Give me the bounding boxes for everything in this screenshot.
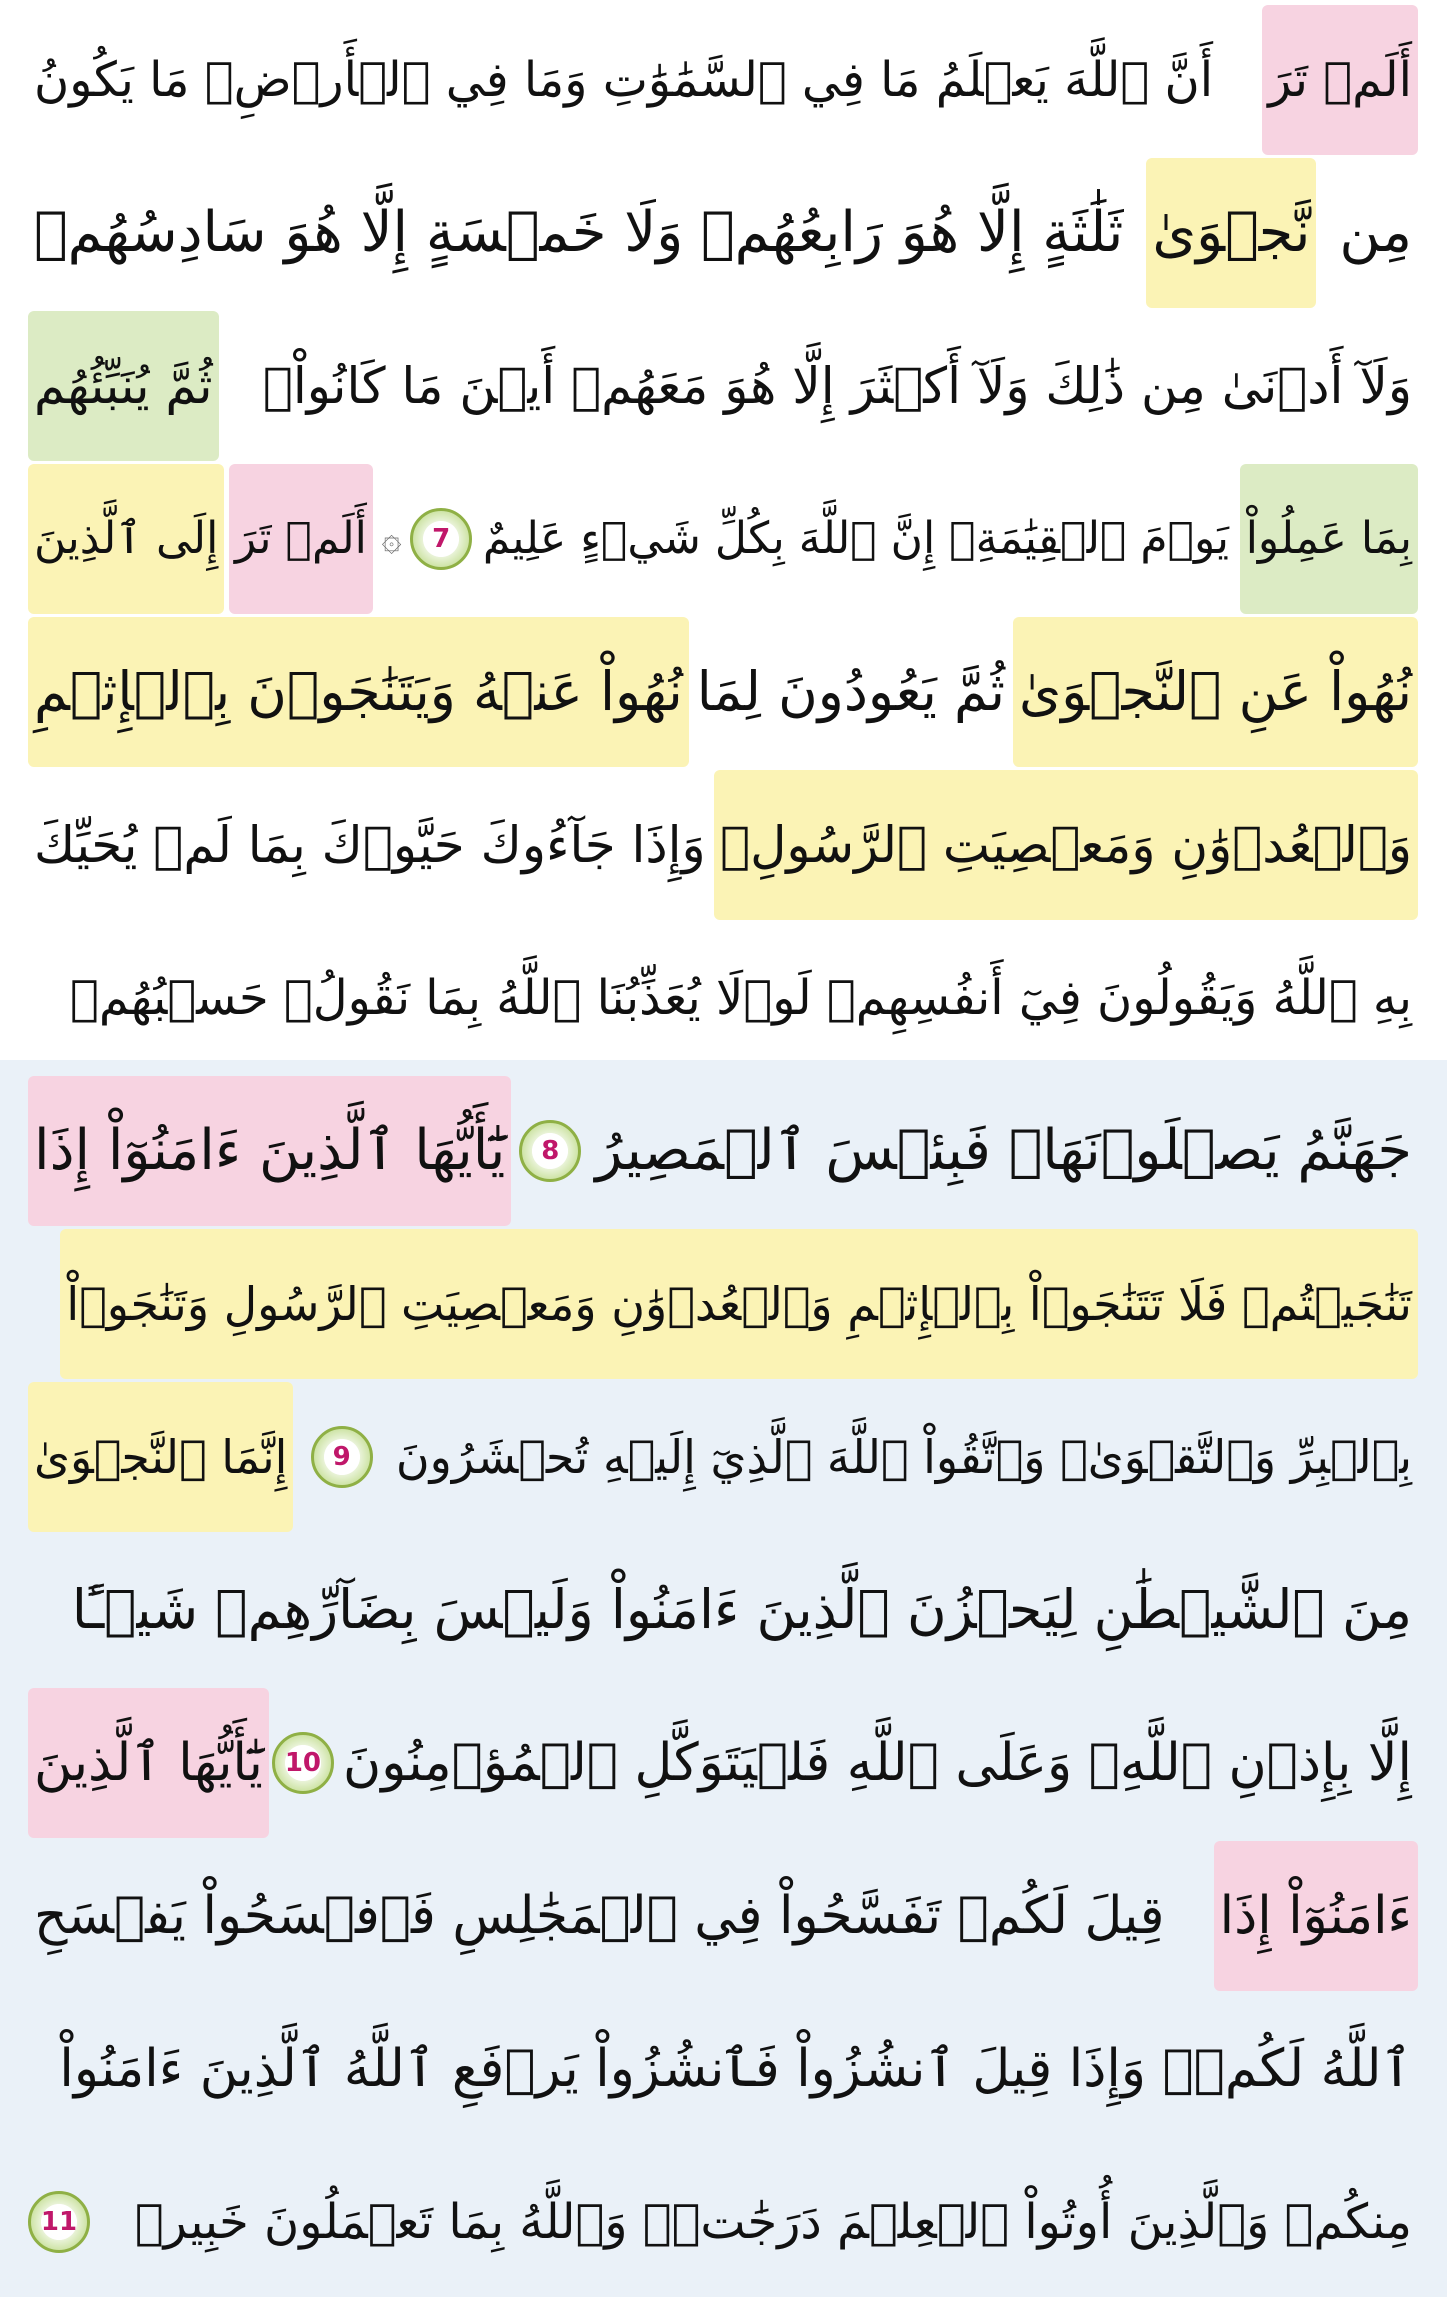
text-line (28, 1377, 1418, 1537)
highlighted-phrase: ءَامَنُوٓاْ إِذَا (1214, 1841, 1418, 1991)
text-line-inner (28, 1530, 1418, 1690)
highlighted-phrase: نَّجۡوَىٰ (1146, 158, 1316, 308)
highlighted-phrase: إِلَى ٱلَّذِينَ (28, 464, 224, 614)
highlighted-phrase: نُهُواْ عَنِ ٱلنَّجۡوَىٰ (1013, 617, 1418, 767)
text-line-inner (28, 1224, 1418, 1384)
text-line (28, 1836, 1418, 1996)
text-line (28, 1530, 1418, 1690)
text-line-inner (28, 765, 1418, 925)
highlighted-phrase: أَلَمۡ تَرَ (229, 464, 373, 614)
verse-number: 10 (272, 1732, 334, 1794)
text-line (28, 918, 1418, 1078)
verse-text: أَنَّ ٱللَّهَ يَعۡلَمُ مَا فِي ٱلسَّمَٰوَٰتِ وَمَا فِي ٱلۡأَرۡضِۖ مَا يَكُونُ (34, 52, 1214, 108)
verse-text: ثَلَٰثَةٍ إِلَّا هُوَ رَابِعُهُمۡ وَلَا خَمۡسَةٍ إِلَّا هُوَ سَادِسُهُمۡ (34, 200, 1124, 265)
text-line-inner (28, 459, 1418, 619)
verse-number: 9 (311, 1426, 373, 1488)
text-line-inner (28, 612, 1418, 772)
verse-text: بِهِ ٱللَّهُ وَيَقُولُونَ فِيٓ أَنفُسِهِمۡ لَوۡلَا يُعَذِّبُنَا ٱللَّهُ بِمَا نَقُولُۚ حَسۡبُهُمۡ (70, 970, 1412, 1026)
text-line (28, 765, 1418, 925)
verse-marker[interactable] (272, 1732, 334, 1794)
text-line (28, 1071, 1418, 1231)
verse-text: مِن (1339, 200, 1412, 265)
verse-marker[interactable] (311, 1426, 373, 1488)
highlighted-phrase: ثُمَّ يُنَبِّئُهُم (28, 311, 219, 461)
highlighted-phrase: وَٱلۡعُدۡوَٰنِ وَمَعۡصِيَتِ ٱلرَّسُولِۖ (714, 770, 1418, 920)
highlighted-phrase: أَلَمۡ تَرَ (1262, 5, 1418, 155)
verse-text: قِيلَ لَكُمۡ تَفَسَّحُواْ فِي ٱلۡمَجَٰلِسِ فَٱفۡسَحُواْ يَفۡسَحِ (34, 1886, 1165, 1946)
verse-text: مِنكُمۡ وَٱلَّذِينَ أُوتُواْ ٱلۡعِلۡمَ دَرَجَٰتٖۚ وَٱللَّهُ بِمَا تَعۡمَلُونَ خَبِيرٞ (134, 2194, 1412, 2250)
text-line (28, 1683, 1418, 1843)
text-line-inner (28, 2142, 1418, 2302)
verse-text: إِلَّا بِإِذۡنِ ٱللَّهِۚ وَعَلَى ٱللَّهِ فَلۡيَتَوَكَّلِ ٱلۡمُؤۡمِنُونَ (343, 1733, 1412, 1793)
text-line-inner (28, 306, 1418, 466)
verse-text: بِٱلۡبِرِّ وَٱلتَّقۡوَىٰۖ وَٱتَّقُواْ ٱللَّهَ ٱلَّذِيٓ إِلَيۡهِ تُحۡشَرُونَ (395, 1430, 1412, 1484)
text-line (28, 459, 1418, 619)
verse-number: 8 (519, 1120, 581, 1182)
text-line (28, 153, 1418, 313)
text-line (28, 2142, 1418, 2302)
text-line (28, 612, 1418, 772)
verse-text: وَإِذَا جَآءُوكَ حَيَّوۡكَ بِمَا لَمۡ يُحَيِّكَ (34, 816, 706, 874)
verse-number: 7 (410, 508, 472, 570)
verse-text: وَلَآ أَدۡنَىٰ مِن ذَٰلِكَ وَلَآ أَكۡثَرَ إِلَّا هُوَ مَعَهُمۡ أَيۡنَ مَا كَانُواْۖ (262, 357, 1412, 415)
verse-text: ٱللَّهُ لَكُمۡۖ وَإِذَا قِيلَ ٱنشُزُواْ فَٱنشُزُواْ يَرۡفَعِ ٱللَّهُ ٱلَّذِينَ ءَامَنُواْ (59, 2039, 1412, 2099)
text-line-inner (28, 1071, 1418, 1231)
text-line (28, 1224, 1418, 1384)
highlighted-phrase: يَٰٓأَيُّهَا ٱلَّذِينَ ءَامَنُوٓاْ إِذَا (28, 1076, 511, 1226)
verse-text: جَهَنَّمُ يَصۡلَوۡنَهَاۖ فَبِئۡسَ ٱلۡمَصِيرُ (595, 1118, 1412, 1183)
text-line-inner (28, 1836, 1418, 1996)
text-line-inner (28, 1989, 1418, 2149)
highlighted-phrase: تَنَٰجَيۡتُمۡ فَلَا تَتَنَٰجَوۡاْ بِٱلۡإِثۡمِ وَٱلۡعُدۡوَٰنِ وَمَعۡصِيَتِ ٱلرَّسُولِ وَتَنَٰجَوۡاْ (60, 1229, 1418, 1379)
text-line-inner (28, 1683, 1418, 1843)
text-line (28, 1989, 1418, 2149)
verse-marker[interactable] (519, 1120, 581, 1182)
text-line-inner (28, 1377, 1418, 1537)
text-line (28, 0, 1418, 160)
text-line (28, 306, 1418, 466)
highlighted-phrase: نُهُواْ عَنۡهُ وَيَتَنَٰجَوۡنَ بِٱلۡإِثۡمِ (28, 617, 689, 767)
highlighted-phrase: بِمَا عَمِلُواْ (1240, 464, 1418, 614)
verse-text: يَوۡمَ ٱلۡقِيَٰمَةِۚ إِنَّ ٱللَّهَ بِكُلِّ شَيۡءٍ عَلِيمٌ (482, 513, 1229, 564)
text-line-inner (28, 153, 1418, 313)
text-line-inner (28, 918, 1418, 1078)
verse-text: ثُمَّ يَعُودُونَ لِمَا (696, 660, 1005, 723)
highlighted-phrase: يَٰٓأَيُّهَا ٱلَّذِينَ (28, 1688, 269, 1838)
highlighted-phrase: إِنَّمَا ٱلنَّجۡوَىٰ (28, 1382, 293, 1532)
text-line-inner (28, 0, 1418, 160)
verse-marker[interactable] (410, 508, 472, 570)
verse-text: مِنَ ٱلشَّيۡطَٰنِ لِيَحۡزُنَ ٱلَّذِينَ ءَامَنُواْ وَلَيۡسَ بِضَآرِّهِمۡ شَيۡـًٔا (71, 1578, 1412, 1641)
verse-number: 11 (28, 2191, 90, 2253)
sajda-icon: ۞ (381, 519, 402, 559)
verse-marker[interactable] (28, 2191, 90, 2253)
